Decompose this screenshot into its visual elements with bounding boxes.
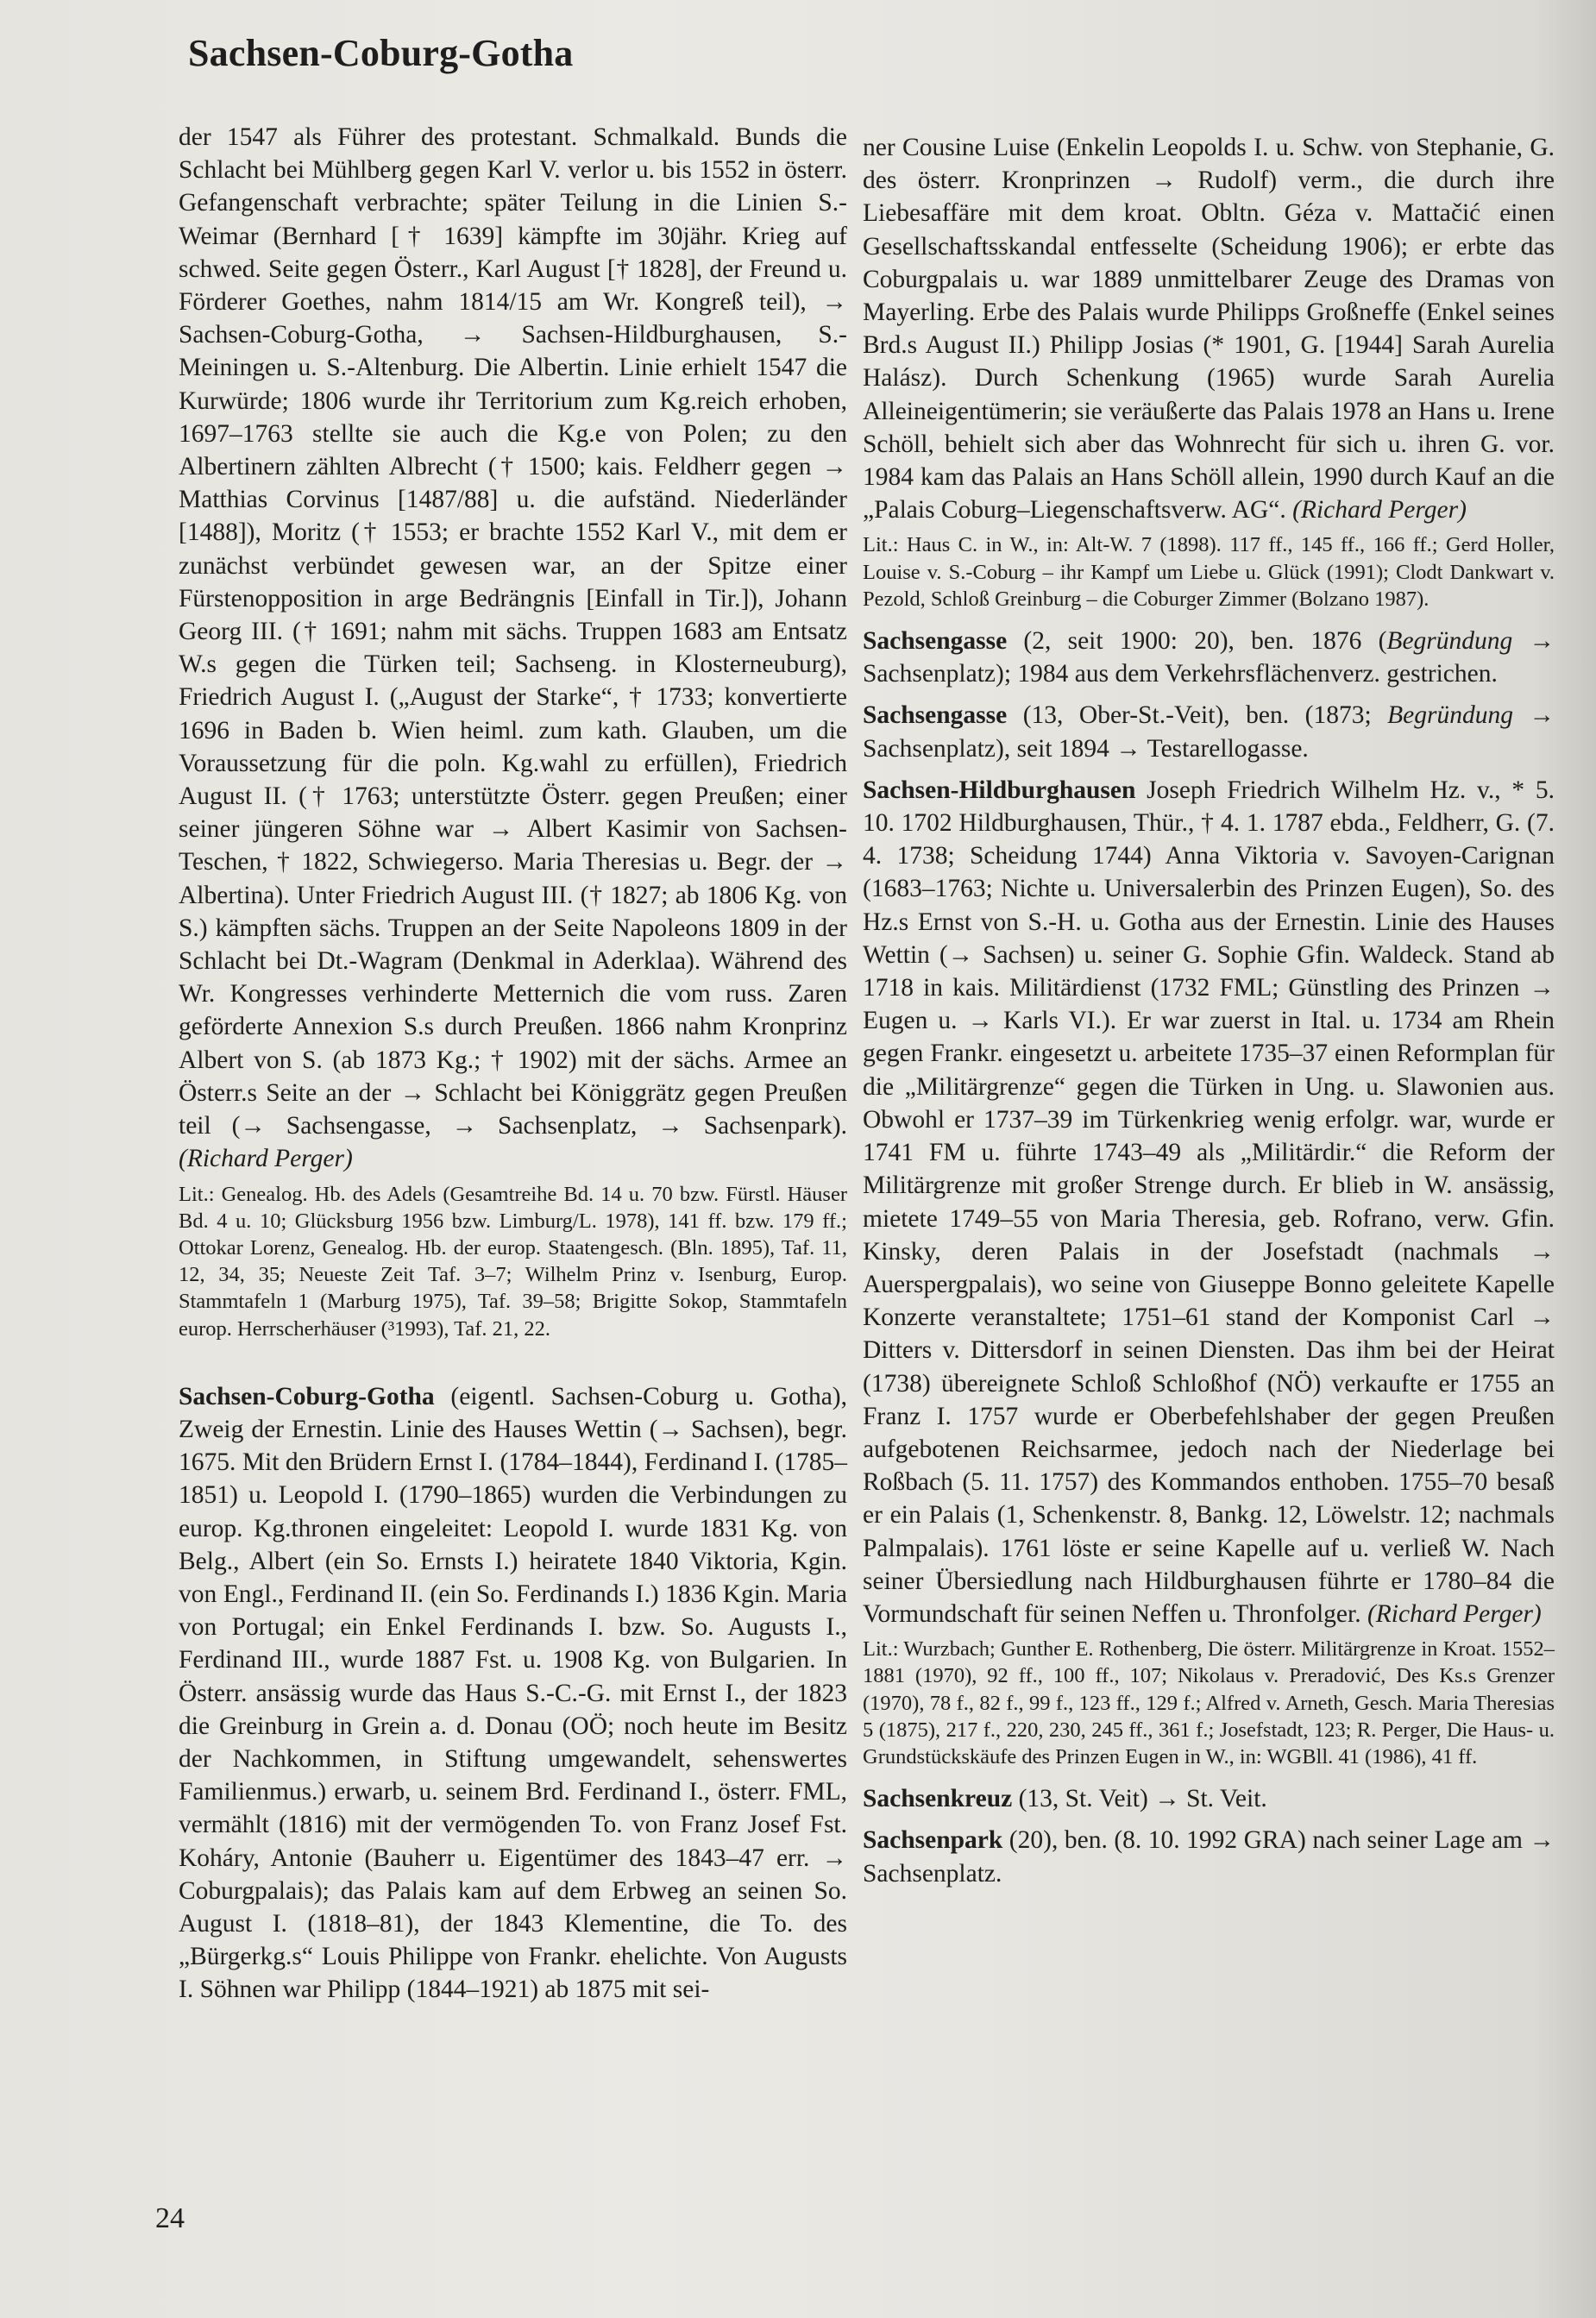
page-number: 24: [155, 2202, 185, 2234]
entry-sachsenpark: [863, 1824, 1555, 1889]
entry-text: (13, St. Veit) → St. Veit.: [1012, 1785, 1267, 1813]
entry-headword: Sachsenkreuz: [863, 1785, 1013, 1813]
entry-text: (2, seit 1900: 20), ben. 1876 (: [1007, 627, 1387, 656]
entry-sachsengasse-2: [863, 625, 1555, 690]
entry-italic: Begründung: [1386, 627, 1513, 656]
entry-text: ner Cousine Luise (Enkelin Leopolds I. u. Schw. von Stephanie, G. des österr. Kronprinzen → Rudolf) verm., die durch ihre Liebesaffäre mit dem kroat. Obltn. Géza v. Mattačić einen Gesellschaftsskandal entfesselte (Scheidung 1906); er erbte das Coburgpalais u. war 1889 unmittelbarer Zeuge des Dramas von Mayerling. Erbe des Palais wurde Philipps Großneffe (Enkel seines Brd.s August II.) Philipp Josias (* 1901, G. [1944] Sarah Aurelia Halász). Durch Schenkung (1965) wurde Sarah Aurelia Alleineigentümerin; sie veräußerte das Palais 1978 an Hans u. Irene Schöll, behielt sich aber das Wohnrecht für sich u. ihren G. vor. 1984 kam das Palais an Hans Schöll allein, 1990 durch Kauf an die „Palais Coburg–Liegenschaftsverw. AG“.: [863, 134, 1555, 525]
entry-italic: Begründung: [1387, 701, 1513, 730]
entry-text: Joseph Friedrich Wilhelm Hz. v., * 5. 10. 1702 Hildburghausen, Thür., † 4. 1. 1787 ebda., Feldherr, G. (7. 4. 1738; Scheidung 1744) Anna Viktoria v. Savoyen-Carignan (1683–1763; Nichte u. Universalerbin des Prinzen Eugen), So. des Hz.s Ernst von S.-H. u. Gotha aus der Ernestin. Linie des Hauses Wettin (→ Sachsen) u. seiner G. Sophie Gfin. Waldeck. Stand ab 1718 in kais. Militärdienst (1732 FML; Günstling des Prinzen → Eugen u. → Karls VI.). Er war zuerst in Ital. u. 1734 am Rhein gegen Frankr. eingesetzt u. arbeitete 1735–37 einen Reformplan für die „Militärgrenze“ gegen die Türken in Ung. u. Slawonien aus. Obwohl er 1737–39 im Türkenkrieg wenig erfolgr. war, wurde er 1741 FM u. führte 1743–49 als „Militärdir.“ die Reform der Militärgrenze mit großer Strenge durch. Er blieb in W. ansässig, mietete 1749–55 von Maria Theresia, geb. Rofrano, verw. Gfin. Kinsky, deren Palais in der Josefstadt (nachmals → Auerspergpalais), wo seine von Giuseppe Bonno geleitete Kapelle Konzerte veranstaltete; 1751–61 stand der Komponist Carl → Ditters v. Dittersdorf in seinen Diensten. Das ihm bei der Heirat (1738) übereignete Schloß Schloßhof (NÖ) verkaufte er 1755 an Franz I. 1757 wurde er Oberbefehlshaber der gegen Preußen aufgebotenen Reichsarmee, jedoch nach der Niederlage bei Roßbach (5. 11. 1757) des Kommandos enthoben. 1755–70 besaß er ein Palais (1, Schenkenstr. 8, Bankg. 12, Löwelstr. 12; nachmals Palmpalais). 1761 löste er seine Kapelle auf u. verließ W. Nach seiner Übersiedlung nach Hildburghausen führte er 1780–84 die Vormundschaft für seinen Neffen u. Thronfolger.: [863, 776, 1555, 1628]
left-column: [179, 121, 847, 2007]
entry-text: (13, Ober-St.-Veit), ben. (1873;: [1007, 701, 1388, 730]
page-header: Sachsen-Coburg-Gotha: [188, 32, 574, 74]
entry-sachsen-hildburghausen: [863, 774, 1555, 1630]
entry-text: (20), ben. (8. 10. 1992 GRA) nach seiner Lage am → Sachsenplatz.: [863, 1826, 1555, 1888]
entry-sachsenkreuz: [863, 1782, 1555, 1815]
literature-note: Lit.: Haus C. in W., in: Alt-W. 7 (1898). 117 ff., 145 ff., 166 ff.; Gerd Holler, Louise v. S.-Coburg – ihr Kampf um Liebe u. Glück (1991); Clodt Dankwart v. Pezold, Schloß Greinburg – die Coburger Zimmer (Bolzano 1987).: [863, 533, 1555, 611]
entry-author: (Richard Perger): [1367, 1599, 1542, 1628]
entry-headword: Sachsengasse: [863, 627, 1008, 656]
literature-note: Lit.: Genealog. Hb. des Adels (Gesamtreihe Bd. 14 u. 70 bzw. Fürstl. Häuser Bd. 4 u. 10; Glücksburg 1956 bzw. Limburg/L. 1978), 141 ff. bzw. 179 ff.; Ottokar Lorenz, Genealog. Hb. der europ. Staatengesch. (Bln. 1895), Taf. 11, 12, 34, 35; Neueste Zeit Taf. 3–7; Wilhelm Prinz v. Isenburg, Europ. Stammtafeln 1 (Marburg 1975), Taf. 39–58; Brigitte Sokop, Stammtafeln europ. Herrscherhäuser (³1993), Taf. 21, 22.: [179, 1182, 847, 1341]
entry-headword: Sachsen-Coburg-Gotha: [179, 1382, 435, 1410]
entry-text: der 1547 als Führer des protestant. Schmalkald. Bunds die Schlacht bei Mühlberg gegen Karl V. verlor u. bis 1552 in österr. Gefangenschaft verbrachte; später Teilung in die Linien S.-Weimar (Bernhard [† 1639] kämpfte im 30jähr. Krieg auf schwed. Seite gegen Österr., Karl August [† 1828], der Freund u. Förderer Goethes, nahm 1814/15 am Wr. Kongreß teil), → Sachsen-Coburg-Gotha, → Sachsen-Hildburghausen, S.-Meiningen u. S.-Altenburg. Die Albertin. Linie erhielt 1547 die Kurwürde; 1806 wurde ihr Territorium zum Kg.reich erhoben, 1697–1763 stellte sie auch die Kg.e von Polen; zu den Albertinern zählten Albrecht († 1500; kais. Feldherr gegen → Matthias Corvinus [1487/88] u. die aufständ. Niederländer [1488]), Moritz († 1553; er brachte 1552 Karl V., mit dem er zunächst verbündet gewesen war, an der Spitze einer Fürstenopposition in arge Bedrängnis [Einfall in Tir.]), Johann Georg III. († 1691; nahm mit sächs. Truppen 1683 am Entsatz W.s gegen die Türken teil; Sachseng. in Klosterneuburg), Friedrich August I. („August der Starke“, † 1733; konvertierte 1696 in Baden b. Wien heiml. zum kath. Glauben, um die Voraussetzung für die poln. Kg.wahl zu erfüllen), Friedrich August II. († 1763; unterstützte Österr. gegen Preußen; einer seiner jüngeren Söhne war → Albert Kasimir von Sachsen-Teschen, † 1822, Schwiegerso. Maria Theresias u. Begr. der → Albertina). Unter Friedrich August III. († 1827; ab 1806 Kg. von S.) kämpften sächs. Truppen an der Seite Napoleons 1809 in der Schlacht bei Dt.-Wagram (Denkmal in Aderklaa). Während des Wr. Kongresses verhinderte Metternich die vom russ. Zaren geförderte Annexion S.s durch Preußen. 1866 nahm Kronprinz Albert von S. (ab 1873 Kg.; † 1902) mit der sächs. Armee an Österr.s Seite an der → Schlacht bei Königgrätz gegen Preußen teil (→ Sachsengasse, → Sachsenplatz, → Sachsenpark).: [179, 123, 847, 1140]
entry-headword: Sachsenpark: [863, 1826, 1003, 1855]
entry-headword: Sachsengasse: [863, 701, 1008, 730]
literature-note: Lit.: Wurzbach; Gunther E. Rothenberg, Die österr. Militärgrenze in Kroat. 1552–1881 (1970), 92 ff., 100 ff., 107; Nikolaus v. Preradović, Des Ks.s Grenzer (1970), 78 f., 82 f., 99 f., 123 ff., 129 f.; Alfred v. Arneth, Gesch. Maria Theresias 5 (1875), 217 f., 220, 230, 245 ff., 361 f.; Josefstadt, 123; R. Perger, Die Haus- u. Grundstückskäufe des Prinzen Eugen in W., in: WGBll. 41 (1986), 41 ff.: [863, 1637, 1555, 1768]
entry-headword: Sachsen-Hildburghausen: [863, 776, 1136, 804]
entry-coburg-continued: [863, 131, 1555, 526]
entry-text: → Sachsenplatz), seit 1894 → Testarellogasse.: [863, 701, 1555, 763]
entry-sachsen-continued: [179, 121, 847, 1176]
entry-text: → Sachsenplatz); 1984 aus dem Verkehrsflächenverz. gestrichen.: [863, 627, 1555, 688]
entry-author: (Richard Perger): [179, 1145, 353, 1173]
entry-sachsengasse-13: [863, 699, 1555, 764]
entry-author: (Richard Perger): [1292, 496, 1467, 525]
entry-sachsen-coburg-gotha: [179, 1380, 847, 2007]
entry-text: (eigentl. Sachsen-Coburg u. Gotha), Zweig der Ernestin. Linie des Hauses Wettin (→ Sachsen), begr. 1675. Mit den Brüdern Ernst I. (1784–1844), Ferdinand I. (1785–1851) u. Leopold I. (1790–1865) wurden die Verbindungen zu europ. Kg.thronen eingeleitet: Leopold I. wurde 1831 Kg. von Belg., Albert (ein So. Ernsts I.) heiratete 1840 Viktoria, Kgin. von Engl., Ferdinand II. (ein So. Ferdinands I.) 1836 Kgin. Maria von Portugal; ein Enkel Ferdinands I. bzw. So. Augusts I., Ferdinand III., wurde 1887 Fst. u. 1908 Kg. von Bulgarien. In Österr. ansässig wurde das Haus S.-C.-G. mit Ernst I., der 1823 die Greinburg in Grein a. d. Donau (OÖ; noch heute im Besitz der Nachkommen, in Stiftung umgewandelt, sehenswertes Familienmus.) erwarb, u. seinem Brd. Ferdinand I., österr. FML, vermählt (1816) mit der vermögenden To. von Franz Josef Fst. Koháry, Antonie (Bauherr u. Eigentümer des 1843–47 err. → Coburgpalais); das Palais kam auf dem Erbweg an seinen So. August I. (1818–81), der 1843 Klementine, die To. des „Bürgerkg.s“ Louis Philippe von Frankr. ehelichte. Von Augusts I. Söhnen war Philipp (1844–1921) ab 1875 mit sei-: [179, 1382, 847, 2004]
right-column: [863, 131, 1555, 1890]
